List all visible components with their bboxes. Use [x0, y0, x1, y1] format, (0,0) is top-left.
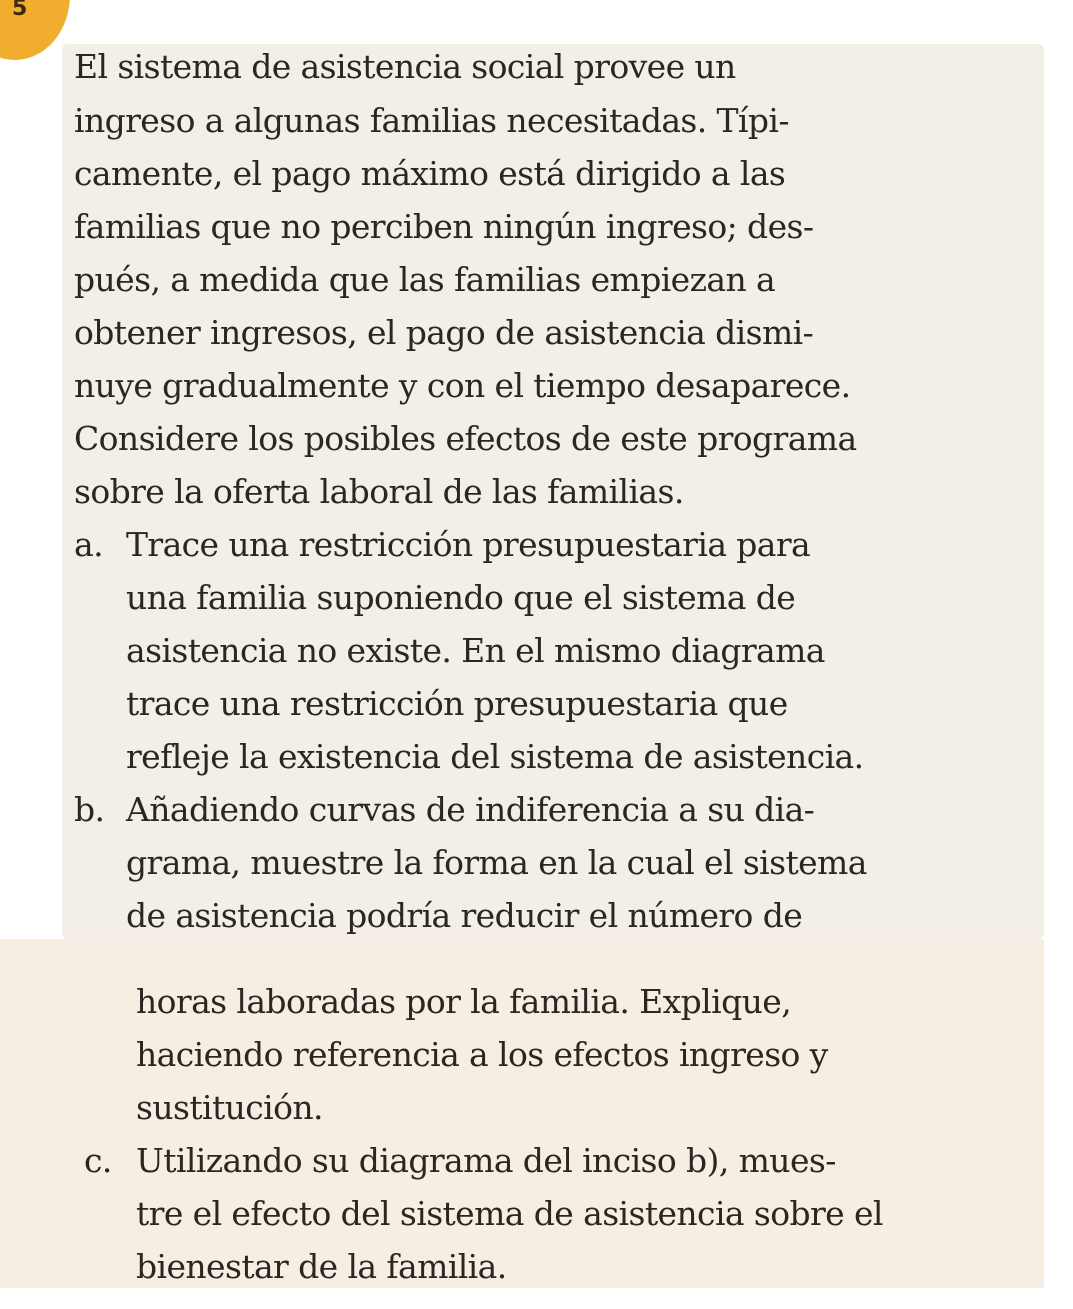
intro-line: obtener ingresos, el pago de asistencia dismi-: [74, 313, 814, 352]
exercise-number: 5: [12, 0, 28, 21]
intro-line: familias que no perciben ningún ingreso; des-: [74, 207, 814, 246]
intro-line: sobre la oferta laboral de las familias.: [74, 472, 684, 511]
item-a-line: Trace una restricción presupuestaria para: [126, 525, 811, 564]
intro-line: Considere los posibles efectos de este programa: [74, 419, 857, 458]
item-c-line: bienestar de la familia.: [136, 1247, 507, 1286]
intro-line: pués, a medida que las familias empiezan a: [74, 260, 776, 299]
intro-line: camente, el pago máximo está dirigido a las: [74, 154, 786, 193]
item-b-continuation-line: horas laboradas por la familia. Explique,: [136, 982, 792, 1021]
item-b-label: b.: [74, 790, 105, 829]
item-a-label: a.: [74, 525, 103, 564]
item-a-line: refleje la existencia del sistema de asistencia.: [126, 737, 864, 776]
intro-line: nuye gradualmente y con el tiempo desaparece.: [74, 366, 851, 405]
item-b-continuation-line: haciendo referencia a los efectos ingreso y: [136, 1035, 828, 1074]
intro-line: El sistema de asistencia social provee un: [74, 47, 736, 86]
item-c-label: c.: [84, 1141, 112, 1180]
intro-line: ingreso a algunas familias necesitadas. Típi-: [74, 101, 789, 140]
item-c-line: tre el efecto del sistema de asistencia sobre el: [136, 1194, 883, 1233]
item-c-line: Utilizando su diagrama del inciso b), mues-: [136, 1141, 836, 1180]
item-b-line: grama, muestre la forma en la cual el sistema: [126, 843, 867, 882]
item-b-continuation-line: sustitución.: [136, 1088, 323, 1127]
item-a-line: una familia suponiendo que el sistema de: [126, 578, 796, 617]
item-a-line: trace una restricción presupuestaria que: [126, 684, 788, 723]
item-b-line: Añadiendo curvas de indiferencia a su dia-: [126, 790, 815, 829]
item-b-line: de asistencia podría reducir el número de: [126, 896, 803, 935]
item-a-line: asistencia no existe. En el mismo diagrama: [126, 631, 825, 670]
